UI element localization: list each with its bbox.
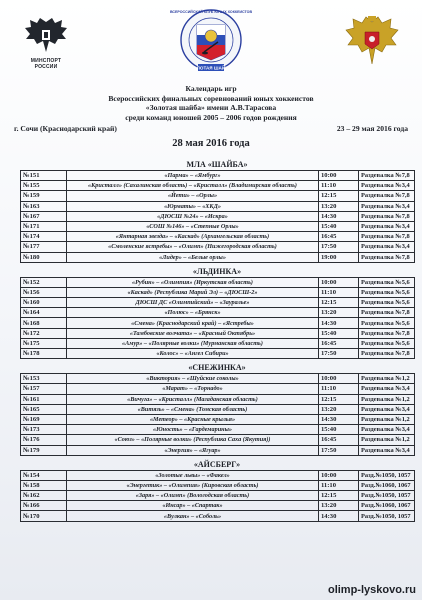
- schedule-table-snezhinka: [20, 373, 415, 456]
- locker-room: Раздевалка №7,8: [359, 191, 415, 201]
- match-teams: «Парма» – «Ямбург»: [67, 171, 319, 181]
- match-number: №162: [21, 491, 67, 501]
- table-row: [21, 242, 415, 252]
- locker-room: Раздевалка №3,4: [359, 404, 415, 414]
- locker-room: Раздевалка №7,8: [359, 171, 415, 181]
- coat-of-arms-icon: [342, 14, 402, 70]
- location-text: г. Сочи (Краснодарский край): [14, 124, 117, 133]
- match-number: №180: [21, 252, 67, 262]
- table-row: [21, 425, 415, 435]
- match-time: 14:30: [319, 211, 359, 221]
- group-title-aisberg: «АЙСБЕРГ»: [193, 459, 241, 469]
- table-row: [21, 277, 415, 287]
- locker-room: Раздевалка №3,4: [359, 201, 415, 211]
- table-row: [21, 491, 415, 501]
- match-number: №164: [21, 308, 67, 318]
- russia-coat-of-arms: [342, 14, 402, 70]
- match-number: №172: [21, 328, 67, 338]
- table-row: [21, 338, 415, 348]
- locker-room: Раздевалка №1,2: [359, 394, 415, 404]
- locker-room: Раздевалка №7,8: [359, 328, 415, 338]
- locker-room: Раздевалка №3,4: [359, 242, 415, 252]
- match-number: №155: [21, 181, 67, 191]
- table-row: [21, 171, 415, 181]
- match-teams: «Заря» – «Олимп» (Вологодская область): [67, 491, 319, 501]
- match-teams: «Золотые львы» – «Факел»: [67, 470, 319, 480]
- match-time: 15:40: [319, 328, 359, 338]
- match-teams: «Витязь» – «Смена» (Томская область): [67, 404, 319, 414]
- table-row: [21, 221, 415, 231]
- match-time: 13:20: [319, 201, 359, 211]
- locker-room: Разд.№1060, 1067: [359, 480, 415, 490]
- title-line-tarasov: «Золотая шайба» имени А.В.Тарасова: [145, 103, 277, 113]
- table-row: [21, 480, 415, 490]
- match-number: №152: [21, 277, 67, 287]
- locker-room: Раздевалка №7,8: [359, 252, 415, 262]
- group-title-ldinka: «ЛЬДИНКА»: [192, 266, 242, 276]
- match-time: 14:30: [319, 414, 359, 424]
- match-time: 10:00: [319, 171, 359, 181]
- document-title-block: [0, 84, 422, 122]
- match-time: 14:30: [319, 511, 359, 521]
- match-time: 12:15: [319, 191, 359, 201]
- locker-room: Раздевалка №3,4: [359, 181, 415, 191]
- match-number: №176: [21, 435, 67, 445]
- golden-puck-logo: [168, 2, 254, 82]
- schedule-table-ldinka: [20, 277, 415, 360]
- schedule-table-shaiba: [20, 170, 415, 263]
- match-number: №154: [21, 470, 67, 480]
- match-time: 15:40: [319, 221, 359, 231]
- match-teams: «Тамбовские волчата» – «Красный Октябрь»: [67, 328, 319, 338]
- locker-room: Разд.№1050, 1057: [359, 491, 415, 501]
- date-range-text: 23 – 29 мая 2016 года: [336, 124, 408, 133]
- match-teams: «Вулкан» – «Соболь»: [67, 511, 319, 521]
- page-header: [0, 0, 422, 140]
- match-teams: «Колос» – «Ангел Сибири»: [67, 349, 319, 359]
- table-row: [21, 435, 415, 445]
- locker-room: Раздевалка №5,6: [359, 298, 415, 308]
- group-title-shaiba: МЛА «ШАЙБА»: [186, 160, 248, 169]
- match-number: №163: [21, 201, 67, 211]
- match-time: 10:00: [319, 374, 359, 384]
- locker-room: Раздевалка №3,4: [359, 221, 415, 231]
- match-number: №158: [21, 480, 67, 490]
- match-time: 17:50: [319, 242, 359, 252]
- match-time: 10:00: [319, 470, 359, 480]
- match-teams: «Энергетик» – «Олимпия» (Кировская область): [67, 480, 319, 490]
- match-time: 17:50: [319, 349, 359, 359]
- match-number: №177: [21, 242, 67, 252]
- match-time: 10:00: [319, 277, 359, 287]
- match-teams: «Виктория» – «Шуйские соколы»: [67, 374, 319, 384]
- match-teams: «Амур» – «Полярные волки» (Мурманская область): [67, 338, 319, 348]
- locker-room: Раздевалка №1,2: [359, 435, 415, 445]
- match-number: №159: [21, 191, 67, 201]
- match-time: 11:10: [319, 287, 359, 297]
- golden-puck-banner-text: ЗОЛОТАЯ ШАЙБА: [190, 65, 232, 71]
- table-row: [21, 308, 415, 318]
- match-number: №156: [21, 287, 67, 297]
- match-time: 12:15: [319, 298, 359, 308]
- table-row: [21, 298, 415, 308]
- locker-room: Раздевалка №3,4: [359, 445, 415, 455]
- match-teams: «Энергия» – «Ягуар»: [67, 445, 319, 455]
- match-time: 11:10: [319, 384, 359, 394]
- match-number: №178: [21, 349, 67, 359]
- schedule-table-aisberg: [20, 470, 415, 522]
- title-line-age-group: среди команд юношей 2005 – 2006 годов рождения: [125, 112, 297, 122]
- table-row: [21, 318, 415, 328]
- match-teams: ДЮСШ ДС «Олимпийский» – «Зауралье»: [67, 298, 319, 308]
- table-row: [21, 414, 415, 424]
- match-time: 14:30: [319, 318, 359, 328]
- match-number: №166: [21, 501, 67, 511]
- locker-room: Раздевалка №5,6: [359, 338, 415, 348]
- match-number: №160: [21, 298, 67, 308]
- table-row: [21, 384, 415, 394]
- table-row: [21, 252, 415, 262]
- table-row: [21, 191, 415, 201]
- locker-room: Раздевалка №7,8: [359, 349, 415, 359]
- match-teams: «Инсар» – «Спартак»: [67, 501, 319, 511]
- match-time: 11:10: [319, 480, 359, 490]
- match-number: №174: [21, 232, 67, 242]
- title-line-competition: Всероссийских финальных соревнований юных хоккеистов: [108, 93, 314, 103]
- match-number: №161: [21, 394, 67, 404]
- match-time: 15:40: [319, 425, 359, 435]
- match-teams: «Полюс» – «Брянск»: [67, 308, 319, 318]
- match-number: №170: [21, 511, 67, 521]
- match-teams: «Союз» – «Полярные волки» (Республика Саха (Якутия)): [67, 435, 319, 445]
- match-time: 13:20: [319, 308, 359, 318]
- match-number: №173: [21, 425, 67, 435]
- match-teams: «Лидер» – «Белые орлы»: [67, 252, 319, 262]
- locker-room: Раздевалка №3,4: [359, 384, 415, 394]
- match-teams: «ДЮСШ №24» – «Искра»: [67, 211, 319, 221]
- locker-room: Разд.№1050, 1057: [359, 511, 415, 521]
- match-number: №153: [21, 374, 67, 384]
- table-row: [21, 232, 415, 242]
- locker-room: Разд.№1050, 1057: [359, 470, 415, 480]
- locker-room: Раздевалка №1,2: [359, 374, 415, 384]
- match-teams: «Каскад» (Республика Марий Эл) – «ДЮСШ-2»: [67, 287, 319, 297]
- locker-room: Раздевалка №5,6: [359, 277, 415, 287]
- match-number: №179: [21, 445, 67, 455]
- table-row: [21, 374, 415, 384]
- match-time: 16:45: [319, 435, 359, 445]
- schedule-content: [20, 156, 414, 522]
- match-time: 16:45: [319, 232, 359, 242]
- club-ring-text: ВСЕРОССИЙСКИЙ КЛУБ ЮНЫХ ХОККЕИСТОВ: [169, 10, 253, 14]
- match-time: 12:15: [319, 394, 359, 404]
- double-eagle-icon: [23, 16, 69, 56]
- locker-room: Раздевалка №7,8: [359, 211, 415, 221]
- match-time: 12:15: [319, 491, 359, 501]
- match-teams: «Юрматы» – «ХКД»: [67, 201, 319, 211]
- table-row: [21, 470, 415, 480]
- match-number: №168: [21, 318, 67, 328]
- match-number: №167: [21, 211, 67, 221]
- match-time: 17:50: [319, 445, 359, 455]
- locker-room: Раздевалка №3,4: [359, 425, 415, 435]
- match-teams: «Кристалл» (Сахалинская область) – «Кристалл» (Владимирская область): [67, 181, 319, 191]
- table-row: [21, 501, 415, 511]
- match-teams: «СОШ №146» – «Степные Орлы»: [67, 221, 319, 231]
- locker-room: Раздевалка №5,6: [359, 318, 415, 328]
- table-row: [21, 211, 415, 221]
- minsport-logo: [20, 16, 72, 70]
- match-teams: «Метеор» – «Красные крылья»: [67, 414, 319, 424]
- match-number: №169: [21, 414, 67, 424]
- table-row: [21, 511, 415, 521]
- match-number: №171: [21, 221, 67, 231]
- locker-room: Раздевалка №7,8: [359, 308, 415, 318]
- match-time: 16:45: [319, 338, 359, 348]
- table-row: [21, 394, 415, 404]
- match-number: №157: [21, 384, 67, 394]
- match-number: №151: [21, 171, 67, 181]
- match-teams: «Йети» – «Орлы»: [67, 191, 319, 201]
- table-row: [21, 404, 415, 414]
- match-time: 13:20: [319, 501, 359, 511]
- match-teams: «Смена» (Краснодарский край) – «Ястребы»: [67, 318, 319, 328]
- group-title-snezhinka: «СНЕЖИНКА»: [188, 363, 246, 373]
- match-teams: «Вичуга» – «Кристалл» (Магаданская область): [67, 394, 319, 404]
- day-heading: 28 мая 2016 года: [172, 138, 250, 149]
- match-time: 11:10: [319, 181, 359, 191]
- match-number: №175: [21, 338, 67, 348]
- table-row: [21, 445, 415, 455]
- hockey-club-emblem-icon: [168, 2, 254, 82]
- table-row: [21, 349, 415, 359]
- match-teams: «Рубин» – «Олимпия» (Иркутская область): [67, 277, 319, 287]
- match-teams: «Смоленские ястребы» – «Олимп» (Нижегородская область): [67, 242, 319, 252]
- locker-room: Разд.№1060, 1067: [359, 501, 415, 511]
- table-row: [21, 287, 415, 297]
- match-number: №165: [21, 404, 67, 414]
- table-row: [21, 201, 415, 211]
- site-watermark: olimp-lyskovo.ru: [327, 584, 416, 596]
- title-line-calendar: Календарь игр: [185, 84, 237, 93]
- match-teams: «Юность» – «Гардемарины»: [67, 425, 319, 435]
- match-time: 13:20: [319, 404, 359, 414]
- match-teams: «Янтарная звезда» – «Каскад» (Архангельская область): [67, 232, 319, 242]
- minsport-caption: МИНСПОРТ РОССИИ: [30, 58, 62, 70]
- match-time: 19:00: [319, 252, 359, 262]
- table-row: [21, 181, 415, 191]
- match-teams: «Марат» – «Торнадо»: [67, 384, 319, 394]
- locker-room: Раздевалка №1,2: [359, 414, 415, 424]
- table-row: [21, 328, 415, 338]
- locker-room: Раздевалка №7,8: [359, 232, 415, 242]
- locker-room: Раздевалка №5,6: [359, 287, 415, 297]
